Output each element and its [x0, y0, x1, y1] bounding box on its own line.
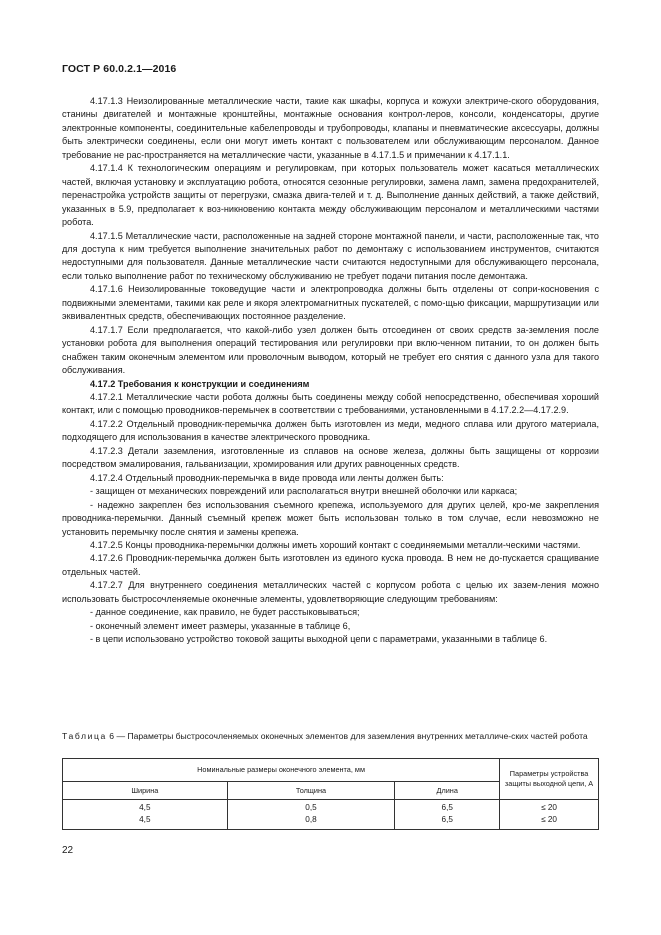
- table-caption-text: 6 — Параметры быстросочленяемых оконечных элементов для заземления внутренних металличе-ских частей робота: [106, 731, 588, 741]
- section-heading-4-17-2: 4.17.2 Требования к конструкции и соединениям: [90, 378, 310, 389]
- table-header-width: Ширина: [63, 782, 228, 800]
- table-group-header: Номинальные размеры оконечного элемента, мм: [63, 759, 500, 782]
- paragraph-4-17-1-3: 4.17.1.3 Неизолированные металлические части, такие как шкафы, корпуса и кожухи электриче-ского оборудования, станины двигателей и монтажные кронштейны, монтажные основания контрол-леров, консоли, конденсаторы, другие электронные компоненты, соединительные кабелепроводы и трубопроводы, клапаны и пневматические аксессуары, должны быть электрически соединены, если они могут иметь контакт с пользователем или обслуживающим персоналом. Данное требование не рас-пространяется на металлические части, указанные в 4.17.1.5 и примечании к 4.17.1.1.: [62, 96, 599, 160]
- table-caption: [62, 730, 599, 742]
- paragraph-4-17-1-4: 4.17.1.4 К технологическим операциям и регулировкам, при которых пользователь может касаться металлических частей, включая установку и эксплуатацию робота, относятся сезонные регулировки, замена ламп, замена предохранителей, перенастройка устройств защиты от перегрузки, смазка двига-телей и т. д. Выполнение данных действий, а также действий, указанных в 5.9, предполагает к воз-никновению контакта между обслуживающим персоналом и металлическими частями робота.: [62, 163, 599, 228]
- paragraph-4-17-2-3: 4.17.2.3 Детали заземления, изготовленные из сплавов на основе железа, должны быть защищены от коррозии посредством эмалирования, гальванизации, хромирования или других равноценных средств.: [62, 445, 599, 470]
- table-cell: ≤ 20: [500, 800, 599, 815]
- paragraph-4-17-2-4: 4.17.2.4 Отдельный проводник-перемычка в виде провода или ленты должен быть:: [90, 472, 444, 483]
- table-row: [63, 800, 599, 815]
- table-caption-prefix: Таблица: [62, 731, 107, 741]
- paragraph-4-17-1-6: 4.17.1.6 Неизолированные токоведущие части и электропроводка должны быть отделены от сопри-косновения с подвижными элементами, такими как реле и якоря электромагнитных пускателей, с помо-щью фиксации, маршрутизации или эквивалентных средств, обеспечивающих постоянное разделение.: [62, 284, 599, 322]
- table-cell: 4,5: [63, 800, 228, 815]
- paragraph-4-17-2-1: 4.17.2.1 Металлические части робота должны быть соединены между собой непосредственно, обеспечивая хороший контакт, или с помощью проводников-перемычек в соответствии с требованиями, установленными в 4.17.2.2—4.17.2.9.: [62, 391, 599, 416]
- list-item: - в цепи использовано устройство токовой защиты выходной цепи с параметрами, указанными в таблице 6.: [90, 634, 548, 645]
- paragraph-4-17-2-7: 4.17.2.7 Для внутреннего соединения металлических частей с корпусом робота с целью их зазем-ления можно использовать быстросочленяемые оконечные элементы, удовлетворяющие следующим требованиям:: [62, 580, 599, 604]
- table-cell: 6,5: [395, 814, 500, 830]
- list-item: - оконечный элемент имеет размеры, указанные в таблице 6,: [90, 620, 351, 631]
- paragraph-4-17-2-6: 4.17.2.6 Проводник-перемычка должен быть изготовлен из единого куска провода. В нем не до-пускается сращивание отдельных частей.: [62, 553, 599, 577]
- table-cell: 0,5: [227, 800, 395, 815]
- paragraph-4-17-1-5: 4.17.1.5 Металлические части, расположенные на задней стороне монтажной панели, и части, расположенные так, что для доступа к ним требуется выполнение значительных работ по демонтажу с использованием инструментов, считаются недоступными для пользователя. Данные металлические части считаются недоступными для обслуживающего персонала, если только выполнение работ по техническому обслуживанию не требует подачи питания после демонтажа.: [62, 230, 599, 281]
- table-header-length: Длина: [395, 782, 500, 800]
- list-item: - защищен от механических повреждений или располагаться внутри внешней оболочки или каркаса;: [90, 486, 518, 497]
- document-body: [62, 95, 599, 647]
- table-cell: ≤ 20: [500, 814, 599, 830]
- page-number: 22: [62, 845, 74, 856]
- terminal-parameters-table: [62, 758, 599, 830]
- table-header-protection: Параметры устройства защиты выходной цепи, А: [500, 759, 599, 800]
- table-row: [63, 814, 599, 830]
- document-header: ГОСТ Р 60.0.2.1—2016: [62, 63, 177, 75]
- paragraph-4-17-2-5: 4.17.2.5 Концы проводника-перемычки должны иметь хороший контакт с соединяемыми металли-ческими частями.: [90, 539, 581, 550]
- table-cell: 4,5: [63, 814, 228, 830]
- list-item: - данное соединение, как правило, не будет расстыковываться;: [90, 607, 360, 618]
- table-cell: 0,8: [227, 814, 395, 830]
- paragraph-4-17-2-2: 4.17.2.2 Отдельный проводник-перемычка должен быть изготовлен из меди, медного сплава или другого материала, подходящего для использования в качестве электрического проводника.: [62, 418, 599, 443]
- paragraph-4-17-1-7: 4.17.1.7 Если предполагается, что какой-либо узел должен быть отсоединен от своих средств за-земления после установки робота для выполнения операций тестирования или регулировки при вклю-ченном питании, то он должен быть снабжен таким оконечным элементом или проволочным выводом, который не требует его снятия с данного узла для такого обслуживания.: [62, 324, 599, 376]
- list-item: - надежно закреплен без использования съемного крепежа, используемого для других целей, кро-ме закрепления проводника-перемычки. Данный съемный крепеж может быть использован только в том случае, если невозможно не установить перемычку после снятия и замены крепежа.: [62, 499, 599, 537]
- table-header-thickness: Толщина: [227, 782, 395, 800]
- table-cell: 6,5: [395, 800, 500, 815]
